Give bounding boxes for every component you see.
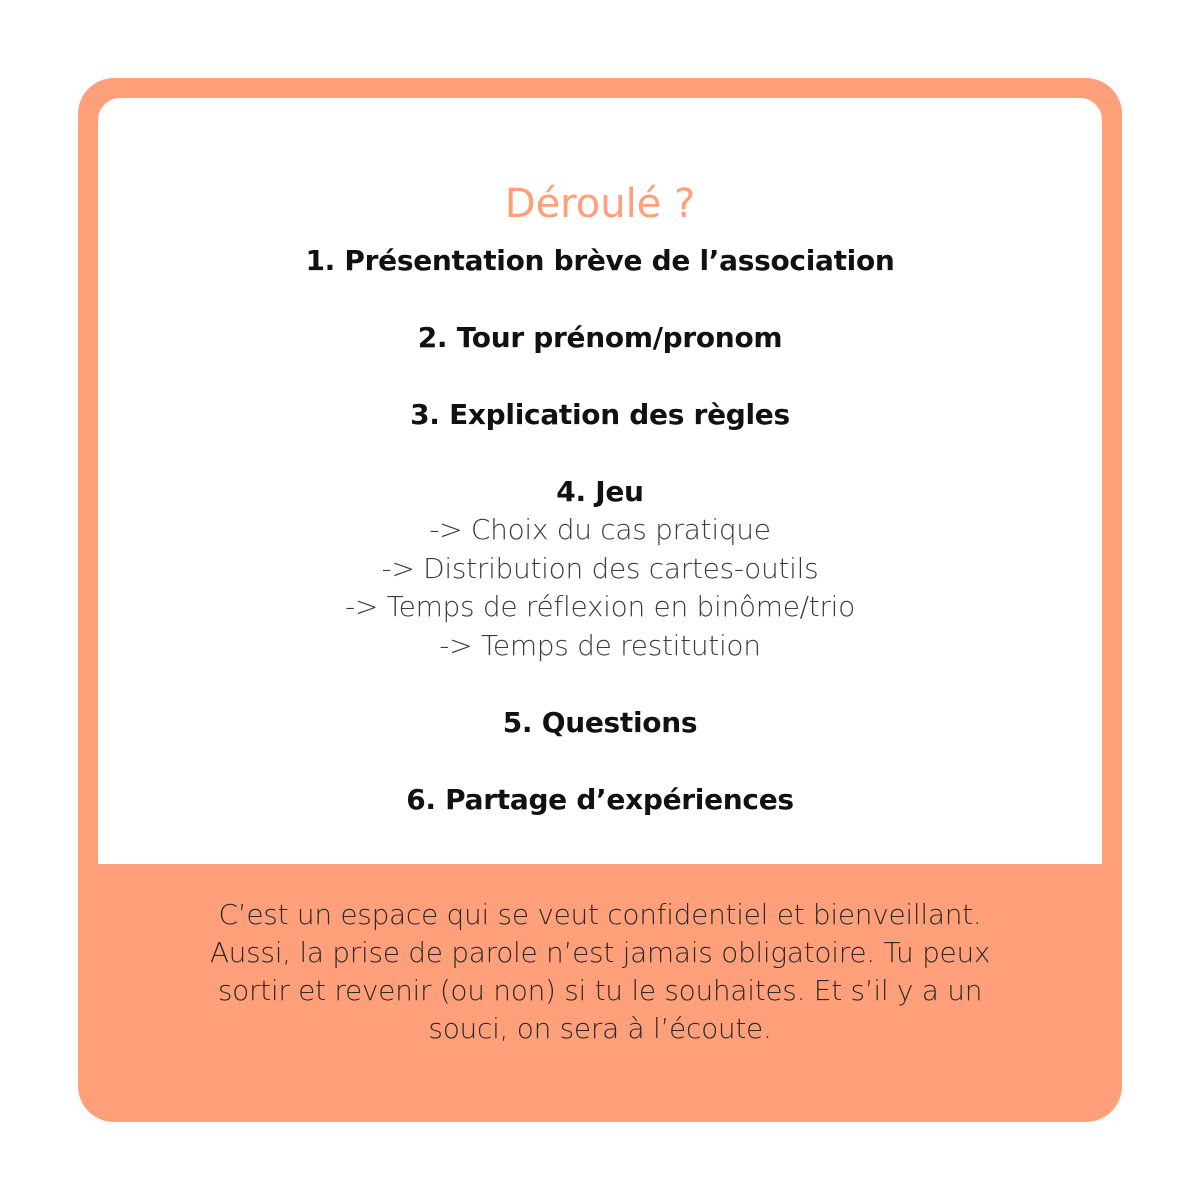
safe-space-note bbox=[118, 896, 1082, 1048]
agenda-step-label: 1. Présentation brève de l’association bbox=[305, 244, 895, 277]
agenda-steps bbox=[98, 242, 1102, 858]
agenda-panel bbox=[98, 98, 1102, 864]
agenda-step bbox=[98, 319, 1102, 357]
agenda-step bbox=[98, 781, 1102, 819]
game-sub-steps bbox=[98, 511, 1102, 665]
agenda-step-label: 2. Tour prénom/pronom bbox=[417, 321, 783, 354]
agenda-step-game bbox=[98, 473, 1102, 665]
game-sub-step: -> Temps de réflexion en binôme/trio bbox=[345, 590, 855, 623]
agenda-step-label: 4. Jeu bbox=[556, 475, 644, 508]
agenda-step-label: 3. Explication des règles bbox=[410, 398, 790, 431]
page-title: Déroulé ? bbox=[504, 181, 696, 227]
note-line: Aussi, la prise de parole n’est jamais obligatoire. Tu peux bbox=[209, 936, 991, 969]
agenda-step bbox=[98, 704, 1102, 742]
agenda-step bbox=[98, 242, 1102, 280]
note-line: sortir et revenir (ou non) si tu le souhaites. Et s’il y a un bbox=[217, 974, 983, 1007]
agenda-step bbox=[98, 396, 1102, 434]
note-line: souci, on sera à l’écoute. bbox=[428, 1012, 772, 1045]
game-sub-step: -> Choix du cas pratique bbox=[429, 513, 771, 546]
agenda-step-label: 6. Partage d’expériences bbox=[406, 783, 794, 816]
agenda-step-label: 5. Questions bbox=[502, 706, 698, 739]
game-sub-step: -> Distribution des cartes-outils bbox=[381, 551, 819, 585]
info-card bbox=[78, 78, 1122, 1122]
note-line: C’est un espace qui se veut confidentiel et bienveillant. bbox=[218, 898, 982, 931]
game-sub-step: -> Temps de restitution bbox=[439, 628, 761, 662]
